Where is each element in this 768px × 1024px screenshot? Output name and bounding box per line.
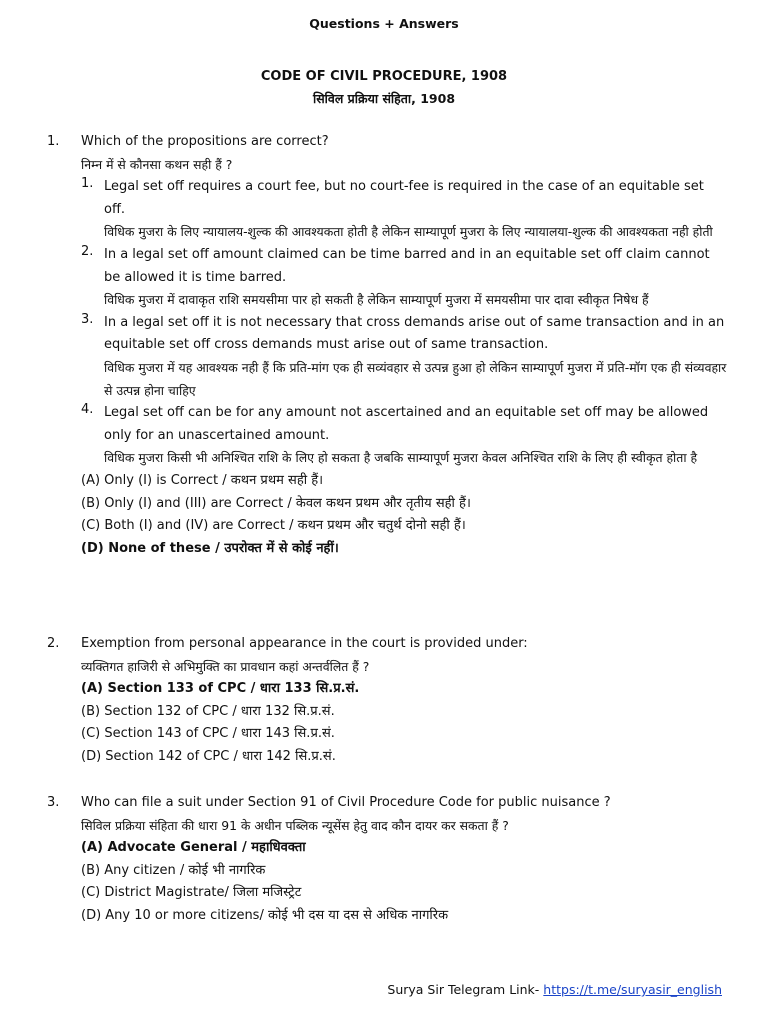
statement-number: 1. — [81, 176, 94, 192]
question-text-hindi: व्यक्तिगत हाजिरी से अभिमुक्ति का प्रावधान कहां अन्तर्वलित हैं ? — [81, 658, 370, 674]
option-d-correct-answer: (D) None of these / उपरोक्त में से कोई नहीं। — [81, 540, 339, 556]
telegram-link[interactable]: https://t.me/suryasir_english — [543, 982, 722, 997]
question-number: 3. — [47, 795, 60, 810]
title-english: CODE OF CIVIL PROCEDURE, 1908 — [260, 69, 508, 84]
document-title — [0, 66, 768, 110]
statement-1 — [81, 176, 727, 244]
statement-4 — [81, 402, 727, 470]
statement-text-hindi: विधिक मुजरा में यह आवश्यक नही हैं कि प्रति-मांग एक ही सव्यंवहार से उत्पन्न हुआ हो लेकिन साम्यापूर्ण मुजरा में प्रति-मॉग एक ही संव्यवहार से उत्पन्न होना चाहिए — [104, 359, 727, 398]
option-b: (B) Only (I) and (III) are Correct / केवल कथन प्रथम और तृतीय सही हैं। — [81, 495, 471, 511]
statement-number: 3. — [81, 311, 94, 327]
statement-number: 2. — [81, 243, 94, 259]
statement-text-english: In a legal set off amount claimed can be time barred and in an equitable set off claim cannot be allowed it is time barred. — [104, 246, 710, 285]
option-a-correct-answer: (A) Advocate General / महाधिवक्ता — [81, 840, 306, 856]
statement-2 — [81, 244, 727, 312]
option-a: (A) Only (I) is Correct / कथन प्रथम सही हैं। — [81, 472, 324, 488]
statement-text-hindi: विधिक मुजरा किसी भी अनिश्चित राशि के लिए हो सकता है जबकि साम्यापूर्ण मुजरा केवल अनिश्चित राशि के लिए ही स्वीकृत होता है — [104, 450, 698, 466]
statement-text-english: In a legal set off it is not necessary that cross demands arise out of same transaction and in an equitable set off cross demands must arise out of same transaction. — [104, 314, 725, 353]
page-footer — [387, 982, 722, 997]
question-number: 2. — [47, 636, 60, 651]
footer-label: Surya Sir Telegram Link- — [387, 982, 544, 997]
option-b: (B) Any citizen / कोई भी नागरिक — [81, 862, 266, 878]
question-1 — [47, 131, 727, 560]
option-c: (C) District Magistrate/ जिला मजिस्ट्रेट — [81, 885, 302, 901]
title-hindi: सिविल प्रक्रिया संहिता, 1908 — [312, 91, 456, 106]
question-3 — [47, 792, 727, 928]
statement-text-hindi: विधिक मुजरा के लिए न्यायालय-शुल्क की आवश्यकता होती है लेकिन साम्यापूर्ण मुजरा के लिए न्यायालया-शुल्क की आवश्यकता नही होती — [104, 224, 713, 240]
question-text-english: Which of the propositions are correct? — [81, 134, 329, 149]
option-d: (D) Section 142 of CPC / धारा 142 सि.प्र.सं. — [81, 748, 336, 764]
question-text-english: Who can file a suit under Section 91 of Civil Procedure Code for public nuisance ? — [81, 795, 611, 810]
option-c: (C) Section 143 of CPC / धारा 143 सि.प्र.सं. — [81, 726, 335, 742]
option-b: (B) Section 132 of CPC / धारा 132 सि.प्र.सं. — [81, 703, 335, 719]
question-text-english: Exemption from personal appearance in the court is provided under: — [81, 636, 528, 651]
statement-3 — [81, 312, 727, 402]
question-2 — [47, 633, 727, 769]
statement-number: 4. — [81, 402, 94, 418]
statement-text-english: Legal set off requires a court fee, but no court-fee is required in the case of an equitable set off. — [104, 179, 704, 217]
statement-text-english: Legal set off can be for any amount not ascertained and an equitable set off may be allowed only for an unascertained amount. — [104, 405, 709, 443]
question-text-hindi: सिविल प्रक्रिया संहिता की धारा 91 के अधीन पब्लिक न्यूसेंस हेतु वाद कौन दायर कर सकता हैं ? — [81, 817, 509, 833]
option-d: (D) Any 10 or more citizens/ कोई भी दस या दस से अधिक नागरिक — [81, 907, 449, 923]
statement-text-hindi: विधिक मुजरा में दावाकृत राशि समयसीमा पार हो सकती है लेकिन साम्यापूर्ण मुजरा में समयसीमा पार दावा स्वीकृत निषेध हैं — [104, 292, 649, 308]
question-number: 1. — [47, 134, 60, 149]
question-text-hindi: निम्न में से कौनसा कथन सही हैं ? — [81, 156, 233, 172]
option-a-correct-answer: (A) Section 133 of CPC / धारा 133 सि.प्र.सं. — [81, 681, 360, 697]
page-header: Questions + Answers — [309, 16, 459, 31]
option-c: (C) Both (I) and (IV) are Correct / कथन प्रथम और चतुर्थ दोनो सही हैं। — [81, 518, 466, 534]
